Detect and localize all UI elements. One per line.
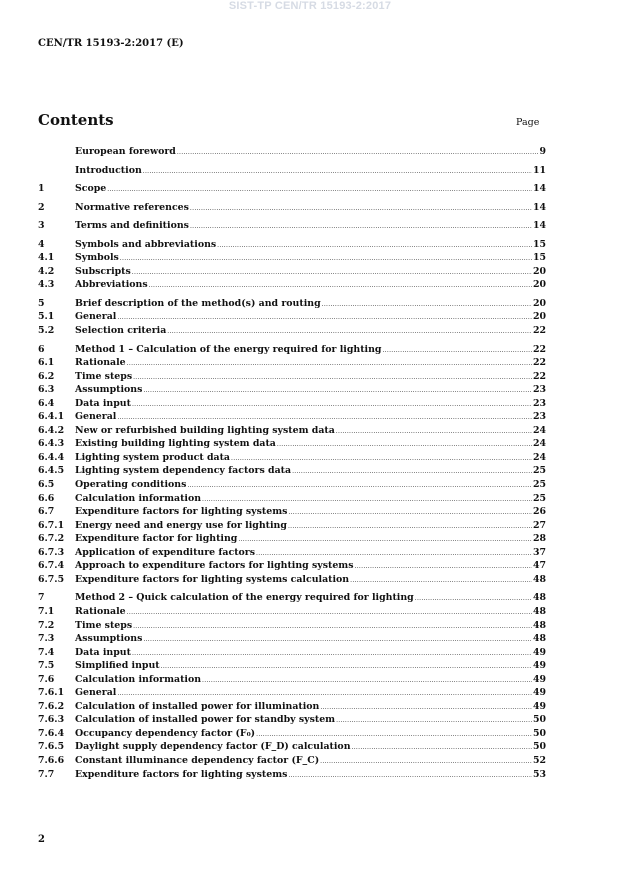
toc-entry-number: 6.4.4 (38, 451, 65, 463)
toc-dot-leader (107, 183, 532, 197)
toc-entry-number: 5 (38, 297, 45, 309)
toc-entry-page: 37 (532, 546, 546, 558)
toc-entry[interactable] (38, 251, 546, 265)
toc-entry-page: 48 (532, 619, 546, 631)
toc-entry-page: 25 (532, 479, 546, 491)
toc-entry-number: 6.4.1 (38, 411, 65, 423)
toc-dot-leader (217, 239, 532, 253)
page-number: 2 (38, 834, 45, 845)
toc-entry-title: Symbols and abbreviations (75, 238, 217, 250)
toc-dot-leader (127, 357, 532, 371)
toc-entry-number: 6.7.5 (38, 573, 65, 585)
toc-entry-page: 23 (532, 397, 546, 409)
toc-entry-title: New or refurbished building lighting system data (75, 424, 335, 436)
toc-entry[interactable] (38, 310, 546, 324)
toc-entry-page: 48 (532, 592, 546, 604)
toc-entry-page: 9 (539, 146, 546, 157)
toc-entry-title: Symbols (75, 252, 119, 264)
toc-dot-leader (288, 520, 532, 534)
toc-entry-page: 20 (532, 279, 546, 291)
toc-entry[interactable] (38, 297, 546, 311)
toc-entry[interactable] (38, 768, 546, 782)
toc-entry[interactable] (38, 478, 546, 492)
toc-dot-leader (350, 574, 532, 588)
toc-entry-title: Subscripts (75, 265, 131, 277)
toc-entry[interactable] (38, 605, 546, 619)
toc-entry[interactable] (38, 437, 546, 451)
toc-dot-leader (117, 311, 532, 325)
toc-entry-number: 7.3 (38, 633, 55, 645)
toc-entry-title: Daylight supply dependency factor (F_D) calculation (75, 741, 351, 753)
toc-entry-title: Application of expenditure factors (75, 546, 256, 558)
toc-entry-page: 15 (532, 238, 546, 250)
toc-dot-leader (320, 755, 532, 769)
page-column-label: Page (516, 117, 540, 128)
toc-entry-page: 22 (532, 370, 546, 382)
toc-dot-leader (117, 687, 532, 701)
toc-entry-title: General (75, 687, 117, 699)
toc-entry-title: Calculation information (75, 492, 202, 504)
toc-entry-title: Operating conditions (75, 479, 187, 491)
toc-entry-page: 23 (532, 411, 546, 423)
toc-entry[interactable] (38, 324, 546, 338)
toc-entry-number: 7.1 (38, 605, 55, 617)
toc-entry-title: Selection criteria (75, 325, 167, 337)
toc-entry-number: 6.3 (38, 384, 55, 396)
toc-entry-number: 7.2 (38, 619, 55, 631)
toc-entry-page: 14 (532, 183, 546, 195)
toc-dot-leader (288, 769, 532, 783)
toc-entry-title: Expenditure factor for lighting (75, 533, 238, 545)
document-id: CEN/TR 15193-2:2017 (E) (38, 38, 184, 49)
toc-entry[interactable] (38, 145, 546, 159)
toc-entry[interactable] (38, 619, 546, 633)
toc-entry-page: 28 (532, 533, 546, 545)
toc-entry[interactable] (38, 383, 546, 397)
toc-entry[interactable] (38, 265, 546, 279)
toc-dot-leader (231, 452, 532, 466)
toc-entry-page: 25 (532, 492, 546, 504)
toc-entry-page: 25 (532, 465, 546, 477)
toc-entry-page: 15 (532, 252, 546, 264)
toc-entry[interactable] (38, 356, 546, 370)
toc-entry-number: 4.3 (38, 279, 55, 291)
toc-entry[interactable] (38, 632, 546, 646)
toc-entry[interactable] (38, 754, 546, 768)
toc-entry-page: 50 (532, 727, 546, 739)
toc-entry-page: 27 (532, 519, 546, 531)
toc-entry-number: 7.5 (38, 660, 55, 672)
toc-entry-page: 53 (532, 768, 546, 780)
toc-entry-page: 50 (532, 714, 546, 726)
toc-entry[interactable] (38, 410, 546, 424)
toc-dot-leader (190, 220, 532, 234)
toc-entry-page: 24 (532, 424, 546, 436)
toc-entry-page: 14 (532, 201, 546, 213)
toc-dot-leader (149, 279, 532, 293)
toc-entry-page: 47 (532, 560, 546, 572)
toc-dot-leader (355, 560, 532, 574)
toc-entry-number: 6.7.1 (38, 519, 65, 531)
toc-entry-number: 5.2 (38, 325, 55, 337)
toc-entry-title: Simplified input (75, 660, 160, 672)
toc-entry-title: Occupancy dependency factor (F₀) (75, 727, 256, 739)
toc-entry[interactable] (38, 464, 546, 478)
watermark: SIST-TP CEN/TR 15193-2:2017 (228, 0, 392, 12)
toc-entry-title: Normative references (75, 201, 189, 213)
toc-entry[interactable] (38, 532, 546, 546)
toc-entry-title: Calculation information (75, 673, 202, 685)
toc-entry-title: Assumptions (75, 633, 143, 645)
toc-entry-number: 7.4 (38, 646, 55, 658)
toc-dot-leader (177, 146, 539, 160)
toc-entry[interactable] (38, 343, 546, 357)
toc-entry-title: Assumptions (75, 384, 143, 396)
toc-entry-number: 6.4.5 (38, 465, 65, 477)
toc-dot-leader (288, 506, 532, 520)
toc-entry[interactable] (38, 686, 546, 700)
toc-entry-title: Data input (75, 397, 131, 409)
toc-dot-leader (167, 325, 532, 339)
toc-entry-number: 7.6.5 (38, 741, 65, 753)
toc-entry-page: 22 (532, 343, 546, 355)
toc-entry[interactable] (38, 451, 546, 465)
toc-entry[interactable] (38, 591, 546, 605)
toc-entry-number: 7.6.1 (38, 687, 65, 699)
toc-entry-title: Calculation of installed power for illumination (75, 700, 320, 712)
toc-dot-leader (336, 714, 532, 728)
toc-dot-leader (143, 633, 532, 647)
toc-entry-title: Time steps (75, 619, 133, 631)
toc-entry-title: Terms and definitions (75, 220, 189, 232)
toc-entry-title: Constant illuminance dependency factor (F_C) (75, 754, 320, 766)
toc-entry-page: 49 (532, 646, 546, 658)
toc-entry-page: 11 (532, 164, 546, 176)
toc-entry[interactable] (38, 673, 546, 687)
toc-entry[interactable] (38, 519, 546, 533)
toc-dot-leader (133, 371, 532, 385)
toc-entry-title: Method 1 – Calculation of the energy required for lighting (75, 343, 382, 355)
toc-entry[interactable] (38, 700, 546, 714)
toc-entry[interactable] (38, 370, 546, 384)
toc-dot-leader (120, 252, 532, 266)
toc-dot-leader (132, 647, 532, 661)
toc-entry-page: 20 (532, 297, 546, 309)
toc-dot-leader (143, 165, 532, 179)
toc-entry-number: 5.1 (38, 311, 55, 323)
toc-entry-number: 6.7.4 (38, 560, 65, 572)
toc-dot-leader (352, 741, 532, 755)
toc-dot-leader (336, 425, 532, 439)
toc-entry-title: Data input (75, 646, 131, 658)
toc-dot-leader (202, 493, 532, 507)
toc-entry-page: 49 (532, 687, 546, 699)
toc-entry-title: Introduction (75, 164, 142, 176)
toc-entry[interactable] (38, 397, 546, 411)
toc-entry-page: 14 (532, 220, 546, 232)
toc-entry[interactable] (38, 164, 546, 178)
toc-entry-title: General (75, 311, 117, 323)
toc-dot-leader (161, 660, 532, 674)
toc-entry-number: 6.7.3 (38, 546, 65, 558)
toc-dot-leader (117, 411, 532, 425)
toc-entry-number: 6.4.2 (38, 424, 65, 436)
toc-dot-leader (256, 547, 532, 561)
toc-entry[interactable] (38, 546, 546, 560)
toc-entry-page: 22 (532, 357, 546, 369)
toc-entry-title: Expenditure factors for lighting systems (75, 506, 288, 518)
toc-entry-number: 7.6.6 (38, 754, 65, 766)
toc-entry-page: 50 (532, 741, 546, 753)
toc-entry-title: Expenditure factors for lighting systems calculation (75, 573, 350, 585)
toc-entry-number: 6.4.3 (38, 438, 65, 450)
toc-entry-number: 4.2 (38, 265, 55, 277)
toc-entry[interactable] (38, 659, 546, 673)
toc-entry-title: Scope (75, 183, 107, 195)
toc-entry-page: 24 (532, 438, 546, 450)
contents-title: Contents (38, 111, 114, 129)
toc-entry-number: 7.7 (38, 768, 55, 780)
toc-entry-title: Existing building lighting system data (75, 438, 276, 450)
toc-entry-title: Rationale (75, 357, 126, 369)
toc-entry-page: 52 (532, 754, 546, 766)
toc-entry-page: 48 (532, 605, 546, 617)
toc-entry-title: Expenditure factors for lighting systems (75, 768, 288, 780)
toc-dot-leader (292, 465, 532, 479)
toc-entry-page: 22 (532, 325, 546, 337)
toc-dot-leader (277, 438, 532, 452)
toc-entry-page: 49 (532, 700, 546, 712)
toc-entry-page: 20 (532, 311, 546, 323)
toc-entry-page: 48 (532, 633, 546, 645)
toc-entry[interactable] (38, 278, 546, 292)
toc-entry[interactable] (38, 182, 546, 196)
toc-entry[interactable] (38, 424, 546, 438)
toc-entry[interactable] (38, 201, 546, 215)
toc-entry[interactable] (38, 505, 546, 519)
toc-dot-leader (143, 384, 532, 398)
toc-dot-leader (132, 266, 532, 280)
toc-entry-number: 6.6 (38, 492, 55, 504)
toc-entry[interactable] (38, 727, 546, 741)
toc-entry-title: Rationale (75, 605, 126, 617)
toc-dot-leader (127, 606, 532, 620)
toc-entry-page: 48 (532, 573, 546, 585)
toc-entry-number: 6.7 (38, 506, 55, 518)
toc-entry-number: 7.6.4 (38, 727, 65, 739)
toc-entry-number: 2 (38, 201, 45, 213)
toc-entry-title: Energy need and energy use for lighting (75, 519, 287, 531)
toc-entry[interactable] (38, 238, 546, 252)
toc-entry-number: 6.7.2 (38, 533, 65, 545)
toc-dot-leader (133, 620, 532, 634)
toc-entry-number: 1 (38, 183, 45, 195)
toc-dot-leader (415, 592, 532, 606)
toc-entry[interactable] (38, 573, 546, 587)
toc-entry-title: General (75, 411, 117, 423)
toc-entry-title: Calculation of installed power for standby system (75, 714, 336, 726)
toc-entry-number: 6 (38, 343, 45, 355)
toc-entry-page: 24 (532, 451, 546, 463)
toc-dot-leader (382, 344, 531, 358)
toc-dot-leader (320, 701, 532, 715)
toc-entry[interactable] (38, 646, 546, 660)
toc-entry-number: 3 (38, 220, 45, 232)
toc-entry-title: Brief description of the method(s) and routing (75, 297, 321, 309)
toc-dot-leader (187, 479, 532, 493)
toc-entry-number: 6.1 (38, 357, 55, 369)
toc-entry-number: 7.6.2 (38, 700, 65, 712)
toc-entry-page: 26 (532, 506, 546, 518)
toc-entry-title: Method 2 – Quick calculation of the energy required for lighting (75, 592, 414, 604)
toc-entry-page: 49 (532, 660, 546, 672)
toc-entry-number: 6.4 (38, 397, 55, 409)
toc-entry-number: 7.6.3 (38, 714, 65, 726)
toc-entry-title: Time steps (75, 370, 133, 382)
toc-entry-title: European foreword (75, 146, 176, 157)
toc-entry[interactable] (38, 219, 546, 233)
table-of-contents (38, 145, 546, 781)
toc-entry-number: 7.6 (38, 673, 55, 685)
toc-entry[interactable] (38, 740, 546, 754)
toc-entry-title: Approach to expenditure factors for lighting systems (75, 560, 354, 572)
toc-entry-number: 4.1 (38, 252, 55, 264)
toc-entry-page: 23 (532, 384, 546, 396)
toc-entry-page: 49 (532, 673, 546, 685)
toc-entry-page: 20 (532, 265, 546, 277)
toc-dot-leader (132, 398, 532, 412)
toc-entry[interactable] (38, 559, 546, 573)
toc-entry[interactable] (38, 492, 546, 506)
toc-dot-leader (322, 298, 532, 312)
toc-dot-leader (202, 674, 532, 688)
toc-entry-number: 7 (38, 592, 45, 604)
toc-dot-leader (238, 533, 532, 547)
toc-entry-number: 6.5 (38, 479, 55, 491)
toc-entry-number: 4 (38, 238, 45, 250)
toc-dot-leader (190, 202, 532, 216)
toc-entry[interactable] (38, 713, 546, 727)
toc-entry-number: 6.2 (38, 370, 55, 382)
toc-entry-title: Lighting system dependency factors data (75, 465, 292, 477)
toc-entry-title: Lighting system product data (75, 451, 230, 463)
toc-dot-leader (256, 728, 532, 742)
toc-entry-title: Abbreviations (75, 279, 148, 291)
